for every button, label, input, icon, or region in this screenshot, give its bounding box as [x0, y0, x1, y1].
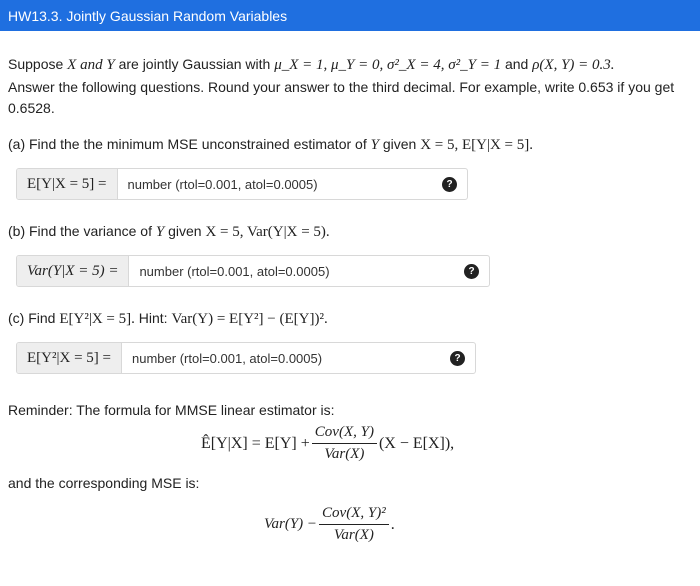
formula-fraction-1: $\frac{\text{Cov(X, Y)}}{\text{Var(X)}}$ — [312, 424, 377, 463]
question-c: (c) Find E[Y²|X = 5]. Hint: Var(Y) = E[Y²] − (E[Y])². — [8, 310, 328, 327]
answer-row-c — [16, 342, 476, 374]
mmse-formula: Ê[Y|X] = E[Y] + $\frac{\text{Cov(X, Y)}}{\text{Var(X)}}$ (X − E[X]), — [201, 424, 455, 462]
answer-row-a — [16, 168, 468, 200]
given-parameters: μ_X = 1, μ_Y = 0, σ²_X = 4, σ²_Y = 1 — [274, 57, 502, 73]
answer-input-c[interactable] — [122, 343, 450, 373]
problem-statement — [8, 54, 692, 119]
intro-line-1: Suppose X and Y are jointly Gaussian with μ_X = 1, μ_Y = 0, σ²_X = 4, σ²_Y = 1 and ρ(X, Y) = 0.3. — [8, 56, 615, 73]
page-title: HW13.3. Jointly Gaussian Random Variables — [8, 7, 288, 24]
help-icon-a[interactable]: ? — [442, 177, 457, 192]
help-icon-c[interactable]: ? — [450, 351, 465, 366]
answer-row-b — [16, 255, 490, 287]
answer-label-b: Var(Y|X = 5) = — [17, 256, 129, 286]
formula-fraction-2: $\frac{\text{Cov(X, Y)²}}{\text{Var(X)}}$ — [319, 505, 389, 544]
correlation: ρ(X, Y) = 0.3. — [532, 57, 615, 73]
mse-formula: Var(Y) − $\frac{\text{Cov(X, Y)²}}{\text{Var(X)}}$ . — [264, 505, 395, 543]
help-icon-b[interactable]: ? — [464, 264, 479, 279]
instructions: Answer the following questions. Round your answer to the third decimal. For example, write 0.653 if you get 0.6528. — [8, 79, 675, 116]
answer-label-c: E[Y²|X = 5] = — [17, 343, 122, 373]
question-body — [0, 54, 700, 544]
answer-input-a[interactable] — [118, 169, 443, 199]
question-a: (a) Find the the minimum MSE unconstrained estimator of Y given X = 5, E[Y|X = 5]. — [8, 136, 534, 153]
mse-text: and the corresponding MSE is: — [8, 475, 200, 491]
question-b: (b) Find the variance of Y given X = 5, Var(Y|X = 5). — [8, 223, 330, 240]
reminder-text: Reminder: The formula for MMSE linear estimator is: — [8, 402, 335, 418]
answer-input-b[interactable] — [129, 256, 464, 286]
page-header — [0, 0, 700, 31]
answer-label-a: E[Y|X = 5] = — [17, 169, 118, 199]
